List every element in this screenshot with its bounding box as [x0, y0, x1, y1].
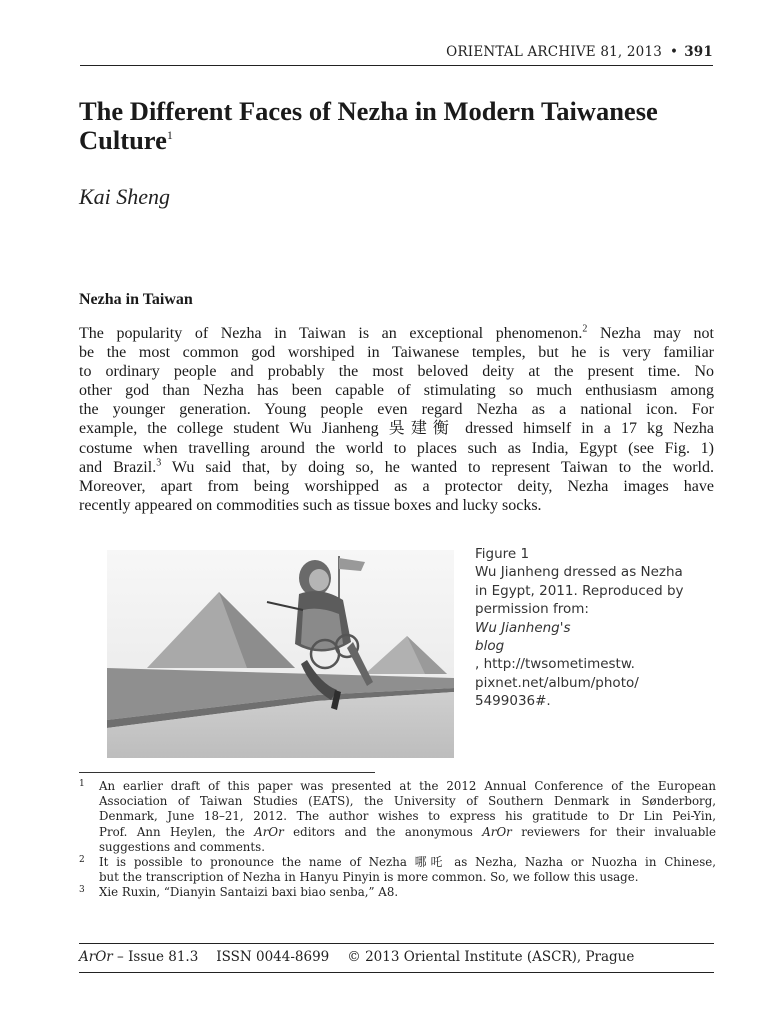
footnote-number: 3: [79, 885, 85, 896]
caption-url-cont[interactable]: 5499036#.: [475, 693, 551, 710]
bullet-separator: •: [670, 44, 679, 60]
footnote-ref-3[interactable]: 3: [156, 457, 162, 469]
figure-label: Figure 1: [475, 546, 530, 562]
nezha-pyramids-photo: [107, 550, 454, 758]
body-line: other god than Nezha has been capable of stimulating so much enthusiasm among: [79, 382, 714, 400]
footnote-3: 3 Xie Ruxin, “Dianyin Santaizi baxi biao senba,” A8.: [79, 885, 399, 900]
footnote-1: 1 An earlier draft of this paper was presented at the 2012 Annual Conference of the European Association of Taiwan Studies (EATS), the University of Southern Denmark in Sønderborg, Denmark, June 18–21, 2012. The author wishes to express his gratitude to Dr Lin Pei-Yin, Prof. Ann Heylen, the ArOr editors and the anonymous ArOr reviewers for their invaluable suggestions and comments.: [79, 779, 716, 854]
section-heading: Nezha in Taiwan: [79, 291, 193, 308]
copyright: © 2013 Oriental Institute (ASCR), Prague: [347, 949, 635, 965]
footnote-2: 2 It is possible to pronounce the name of Nezha 哪吒 as Nezha, Nazha or Nuozha in Chinese, but the transcription of Nezha in Hanyu Pinyin is more common. So, we follow this usage.: [79, 855, 716, 885]
article-title: [79, 97, 719, 155]
figure-photo: [107, 550, 454, 758]
figure-caption: [475, 545, 710, 711]
page-footer: [79, 949, 634, 965]
footnote-rule: [79, 772, 375, 773]
issue-number: – Issue 81.3: [112, 949, 199, 965]
body-line: Moreover, apart from being worshipped as a protector deity, Nezha images have: [79, 477, 714, 495]
title-text: The Different Faces of Nezha in Modern Taiwanese Culture: [79, 96, 658, 155]
footer-rule-bottom: [79, 972, 714, 973]
body-line: be the most common god worshiped in Taiwanese temples, but he is very familiar: [79, 344, 714, 362]
body-line: The popularity of Nezha in Taiwan is an exceptional phenomenon.$^2$ Nezha may not: [79, 323, 714, 342]
footnotes: [79, 779, 716, 901]
caption-line: permission from: Wu Jianheng's: [475, 601, 589, 636]
footer-rule-top: [79, 943, 714, 944]
caption-line: blog , http://twsometimestw.: [475, 637, 710, 674]
body-line: recently appeared on commodities such as tissue boxes and lucky socks.: [79, 496, 542, 514]
footnote-ref-2[interactable]: 2: [582, 323, 588, 335]
caption-line: Wu Jianheng dressed as Nezha: [475, 564, 683, 581]
caption-url-cont[interactable]: pixnet.net/album/photo/: [475, 674, 639, 691]
body-line: and Brazil.$^3$ Wu said that, by doing so, he wanted to represent Taiwan to the world.: [79, 457, 714, 476]
caption-url[interactable]: , http://twsometimestw.: [475, 656, 635, 673]
page-number: 391: [684, 44, 713, 60]
author-name: Kai Sheng: [79, 184, 171, 209]
issn: ISSN 0044-8699: [216, 949, 330, 965]
caption-line: in Egypt, 2011. Reproduced by: [475, 582, 684, 599]
footnote-number: 2: [79, 855, 85, 866]
title-footnote-ref[interactable]: 1: [166, 128, 173, 143]
journal-name: ORIENTAL ARCHIVE 81, 2013: [446, 44, 663, 60]
body-paragraph: [79, 324, 714, 515]
body-line: example, the college student Wu Jianheng 吳建衡 dressed himself in a 17 kg Nezha: [79, 420, 714, 438]
journal-abbr: ArOr: [79, 949, 113, 965]
body-line: costume when travelling around the world to places such as India, Egypt (see Fig. 1): [79, 439, 714, 457]
body-line: the younger generation. Young people even regard Nezha as a national icon. For: [79, 401, 714, 419]
running-head: [80, 44, 713, 66]
body-line: to ordinary people and probably the most beloved deity at the present time. No: [79, 363, 714, 381]
footnote-number: 1: [79, 779, 85, 789]
